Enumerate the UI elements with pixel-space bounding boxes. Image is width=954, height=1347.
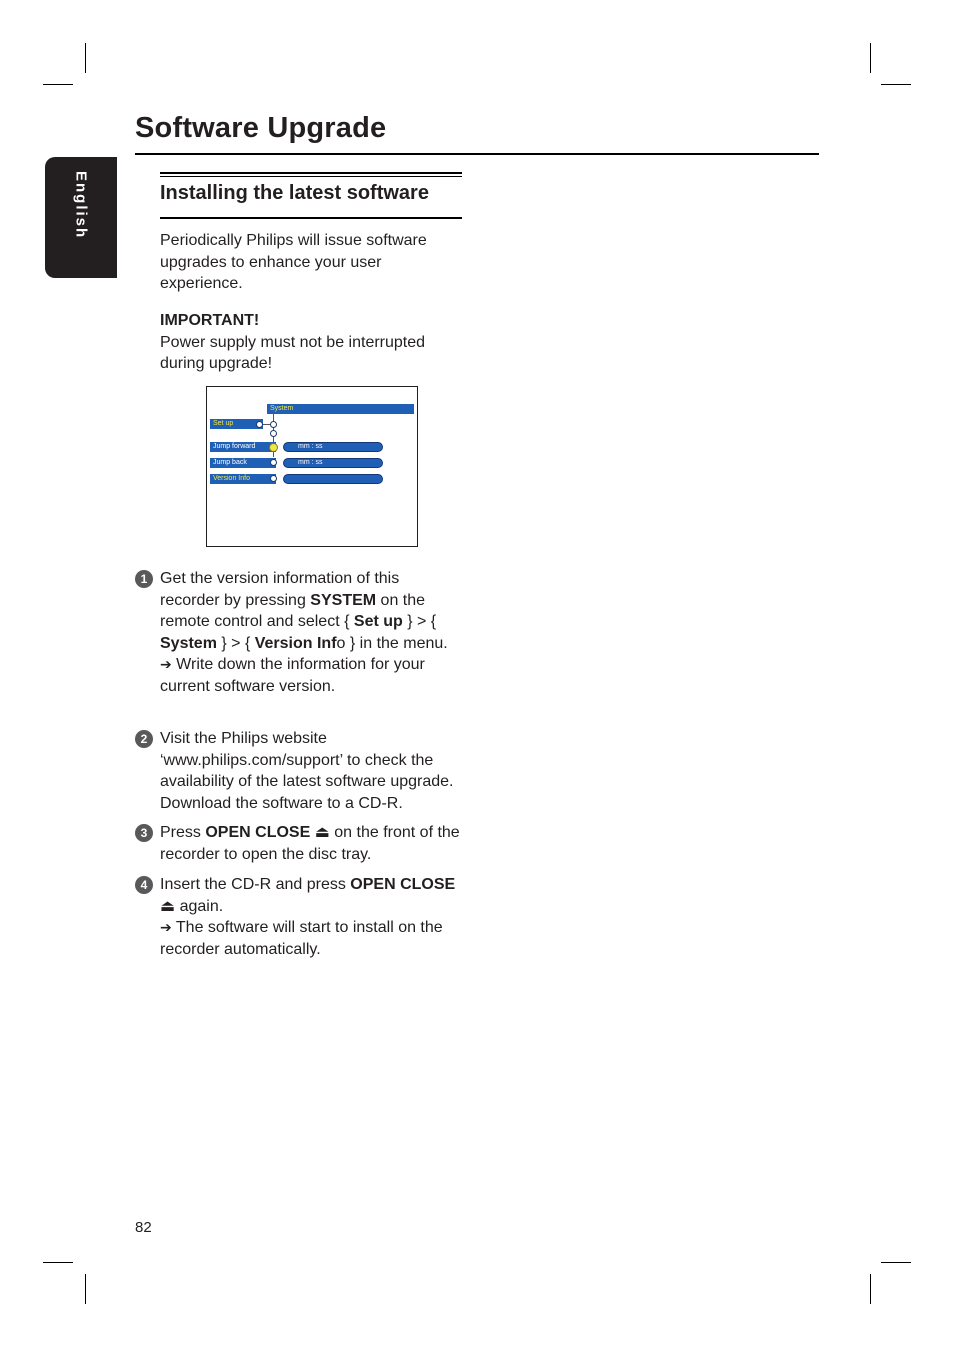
step-text	[160, 822, 460, 865]
crop-mark	[870, 1274, 871, 1304]
section-rule-bottom	[160, 217, 462, 219]
step-text: Visit the Philips website ‘www.philips.com/support’ to check the availability of the latest software upgrade. Download the software to a CD-R.	[160, 730, 454, 812]
crop-mark	[43, 84, 73, 85]
menu-screenshot	[206, 386, 418, 547]
result-text: Write down the information for your current software version.	[160, 656, 425, 695]
menu-item-label: Version Info	[210, 474, 276, 484]
important-note	[160, 310, 460, 375]
menu-item-value: mm : ss	[283, 458, 383, 468]
step-text	[160, 568, 460, 697]
menu-name: Set up	[353, 613, 403, 630]
language-tab	[45, 157, 117, 278]
crop-mark	[85, 1274, 86, 1304]
text: again.	[175, 897, 224, 915]
eject-icon: ⏏	[160, 897, 176, 915]
text: } > {	[216, 634, 255, 652]
title-rule	[135, 153, 819, 155]
section-rule-top	[160, 176, 462, 177]
intro-text: Periodically Philips will issue software upgrades to enhance your user experience.	[160, 232, 427, 292]
menu-name: System	[160, 634, 217, 652]
eject-icon: ⏏	[314, 824, 330, 841]
step-number: 4	[135, 876, 153, 894]
key-name: OPEN CLOSE	[205, 824, 311, 841]
language-tab-label: English	[72, 171, 90, 240]
section-heading: Installing the latest software	[160, 182, 429, 204]
important-label: IMPORTANT!	[160, 312, 260, 329]
menu-item-value	[283, 474, 383, 484]
crop-mark	[881, 84, 911, 85]
connector-knob	[270, 475, 277, 482]
text: on the remote control and select {	[160, 591, 426, 630]
menu-item-value: mm : ss	[283, 442, 383, 452]
crop-mark	[870, 43, 871, 73]
step-number: 2	[135, 730, 153, 748]
crop-mark	[43, 1262, 73, 1263]
arrow-icon: ➔	[160, 656, 172, 672]
result-text: The software will start to install on the recorder automatically.	[160, 919, 443, 958]
text: o } in the menu.	[336, 634, 448, 652]
crop-mark	[881, 1262, 911, 1263]
system-bar: System	[267, 404, 414, 414]
step-text	[160, 874, 460, 960]
arrow-icon: ➔	[160, 919, 172, 935]
step-number: 1	[135, 570, 153, 588]
step-number: 3	[135, 824, 153, 842]
text: Insert the CD-R and press	[160, 876, 351, 893]
crop-mark	[85, 43, 86, 73]
text: } > {	[402, 613, 437, 630]
text: Press	[160, 824, 206, 841]
section-rule-top	[160, 172, 462, 174]
page-number: 82	[135, 1219, 152, 1236]
text: Get the version information of this recorder by pressing	[160, 570, 400, 609]
setup-bar: Set up	[210, 419, 263, 429]
menu-item-label: Jump back	[210, 458, 276, 468]
page-title: Software Upgrade	[135, 112, 387, 144]
connector-knob	[270, 459, 277, 466]
connector-knob	[270, 430, 277, 437]
connector-knob	[256, 421, 263, 428]
cursor-icon	[269, 443, 278, 452]
menu-name: Version Inf	[254, 634, 337, 652]
important-text: Power supply must not be interrupted during upgrade!	[160, 333, 426, 372]
key-name: SYSTEM	[310, 591, 377, 609]
text: on the front of the recorder to open the disc tray.	[160, 824, 460, 863]
key-name: OPEN CLOSE	[350, 876, 456, 893]
menu-item-label: Jump forward	[210, 442, 276, 452]
connector-knob	[270, 421, 277, 428]
